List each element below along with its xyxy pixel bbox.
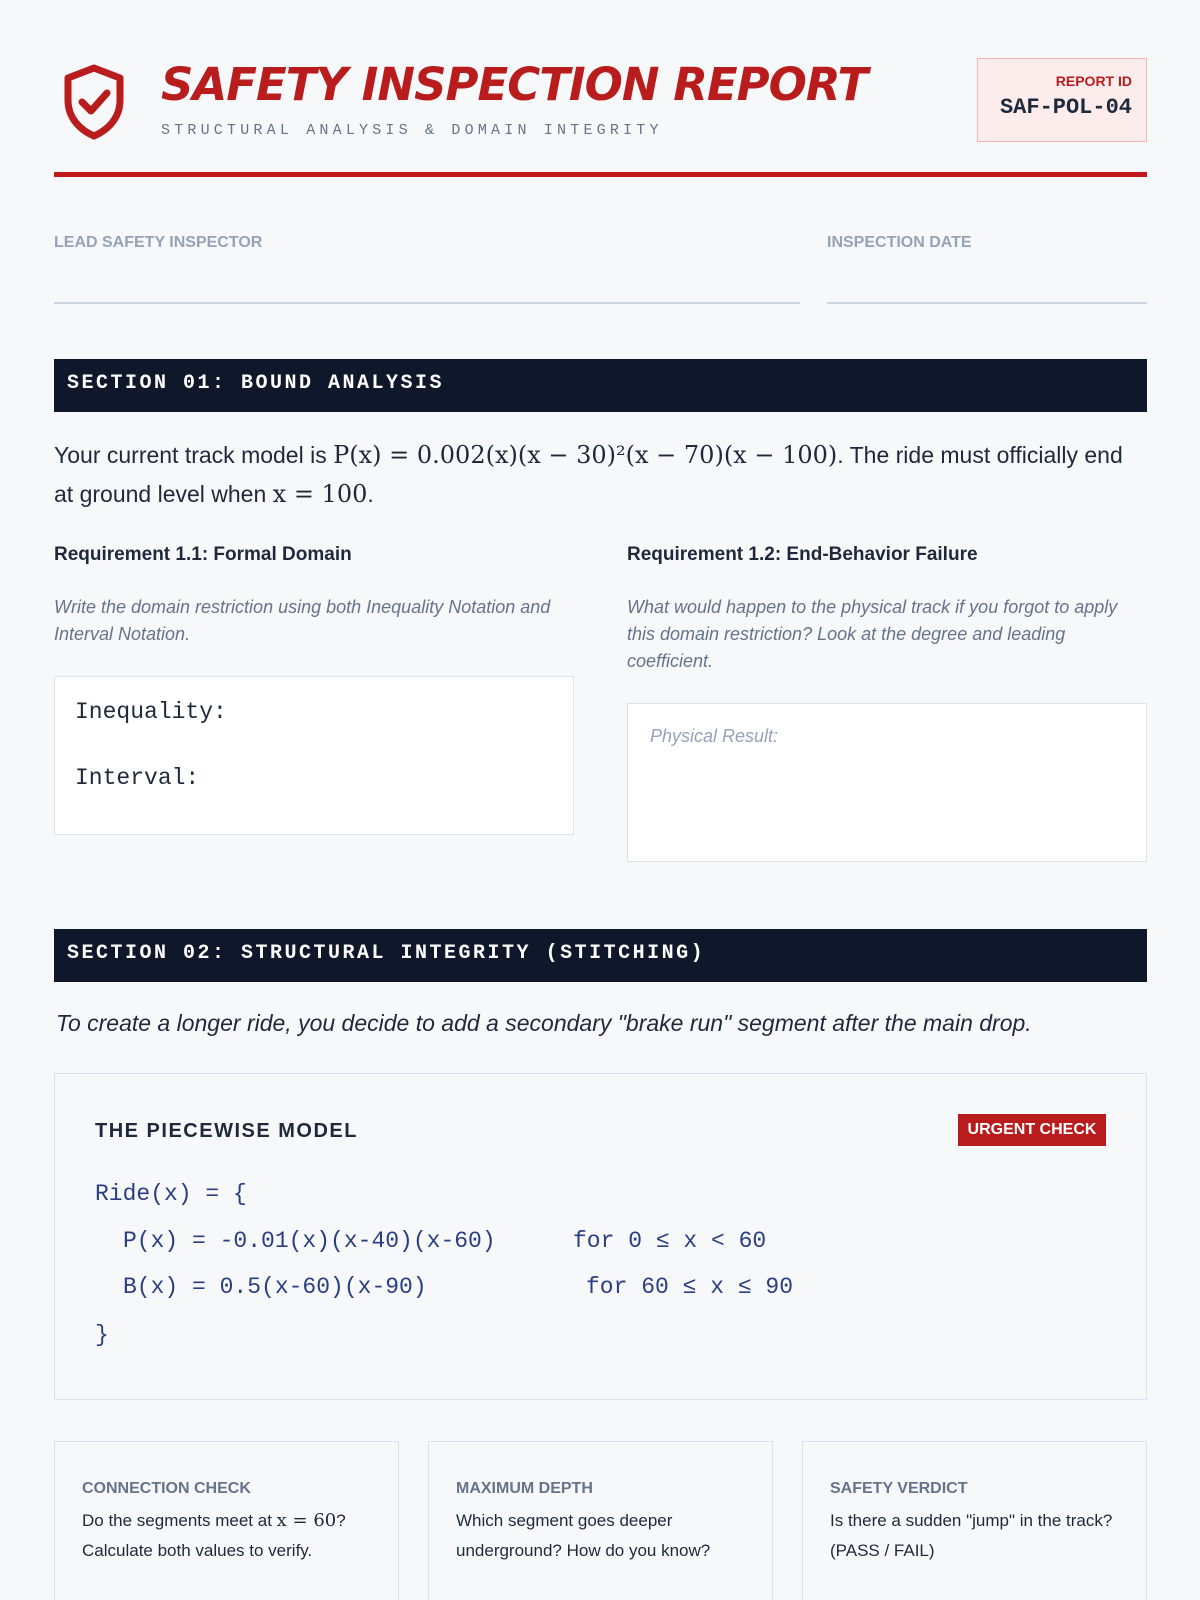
physical-result-placeholder: Physical Result:	[650, 726, 779, 746]
interval-label: Interval:	[75, 765, 200, 791]
urgent-check-badge: URGENT CHECK	[958, 1114, 1106, 1146]
requirement-1-2-title: Requirement 1.2: End-Behavior Failure	[627, 544, 978, 565]
section-01-intro	[54, 436, 1147, 514]
card-math: x = 60	[276, 1510, 337, 1531]
card-title: CONNECTION CHECK	[82, 1480, 251, 1497]
maximum-depth-card	[428, 1441, 773, 1600]
card-text	[82, 1506, 382, 1566]
inequality-label: Inequality:	[75, 699, 227, 725]
report-id-badge	[977, 58, 1147, 142]
shield-check-icon	[62, 64, 126, 140]
report-header	[54, 56, 1147, 176]
report-title: SAFETY INSPECTION REPORT	[161, 58, 868, 111]
physical-result-box[interactable]	[627, 703, 1147, 862]
safety-verdict-card	[802, 1441, 1147, 1600]
inspection-date-label: INSPECTION DATE	[827, 234, 972, 251]
section-01-heading: SECTION 01: BOUND ANALYSIS	[54, 359, 1147, 412]
piecewise-model-card	[54, 1073, 1147, 1400]
p-expression: P(x) = -0.01(x)(x-40)(x-60)	[123, 1228, 496, 1254]
header-divider	[54, 172, 1147, 177]
report-id-label: REPORT ID	[1055, 73, 1132, 89]
b-expression: B(x) = 0.5(x-60)(x-90)	[123, 1274, 427, 1300]
inspection-date-field[interactable]	[827, 302, 1147, 304]
card-title: SAFETY VERDICT	[830, 1480, 968, 1497]
inspector-field[interactable]	[54, 302, 800, 304]
section-02-heading: SECTION 02: STRUCTURAL INTEGRITY (STITCHING)	[54, 929, 1147, 982]
section-02-intro: To create a longer ride, you decide to add a secondary "brake run" segment after the main drop.	[56, 1010, 1032, 1036]
inspector-label: LEAD SAFETY INSPECTOR	[54, 234, 263, 251]
end-condition-formula: x = 100	[272, 480, 368, 508]
card-text: Which segment goes deeper underground? How do you know?	[456, 1511, 711, 1560]
intro-text: Your current track model is	[54, 442, 334, 468]
requirement-1-1-description: Write the domain restriction using both Inequality Notation and Interval Notation.	[54, 597, 551, 644]
report-subtitle: STRUCTURAL ANALYSIS & DOMAIN INTEGRITY	[161, 122, 663, 139]
card-text-part: Do the segments meet at	[82, 1511, 277, 1530]
inspection-report	[54, 0, 1147, 1600]
report-id-value: SAF-POL-04	[999, 95, 1132, 120]
code-open: Ride(x) = {	[95, 1181, 247, 1207]
p-domain: for 0 ≤ x < 60	[573, 1228, 767, 1254]
card-title: MAXIMUM DEPTH	[456, 1480, 593, 1497]
intro-text: . The ride must officially end at ground level when	[54, 442, 1123, 507]
code-close: }	[95, 1322, 109, 1348]
requirement-1-2-description: What would happen to the physical track if you forgot to apply this domain restriction? Look at the degree and leading coefficient.	[627, 597, 1118, 671]
domain-answer-box[interactable]	[54, 676, 574, 835]
b-domain: for 60 ≤ x ≤ 90	[586, 1274, 794, 1300]
card-text-part: ? Calculate both values to verify.	[82, 1511, 346, 1560]
piecewise-model-title: THE PIECEWISE MODEL	[95, 1120, 358, 1142]
track-model-formula: P(x) = 0.002(x)(x − 30)²(x − 70)(x − 100)	[333, 441, 838, 469]
requirement-1-1-title: Requirement 1.1: Formal Domain	[54, 544, 352, 565]
card-text: Is there a sudden "jump" in the track? (PASS / FAIL)	[830, 1511, 1113, 1560]
intro-text: .	[367, 481, 374, 507]
connection-check-card	[54, 1441, 399, 1600]
